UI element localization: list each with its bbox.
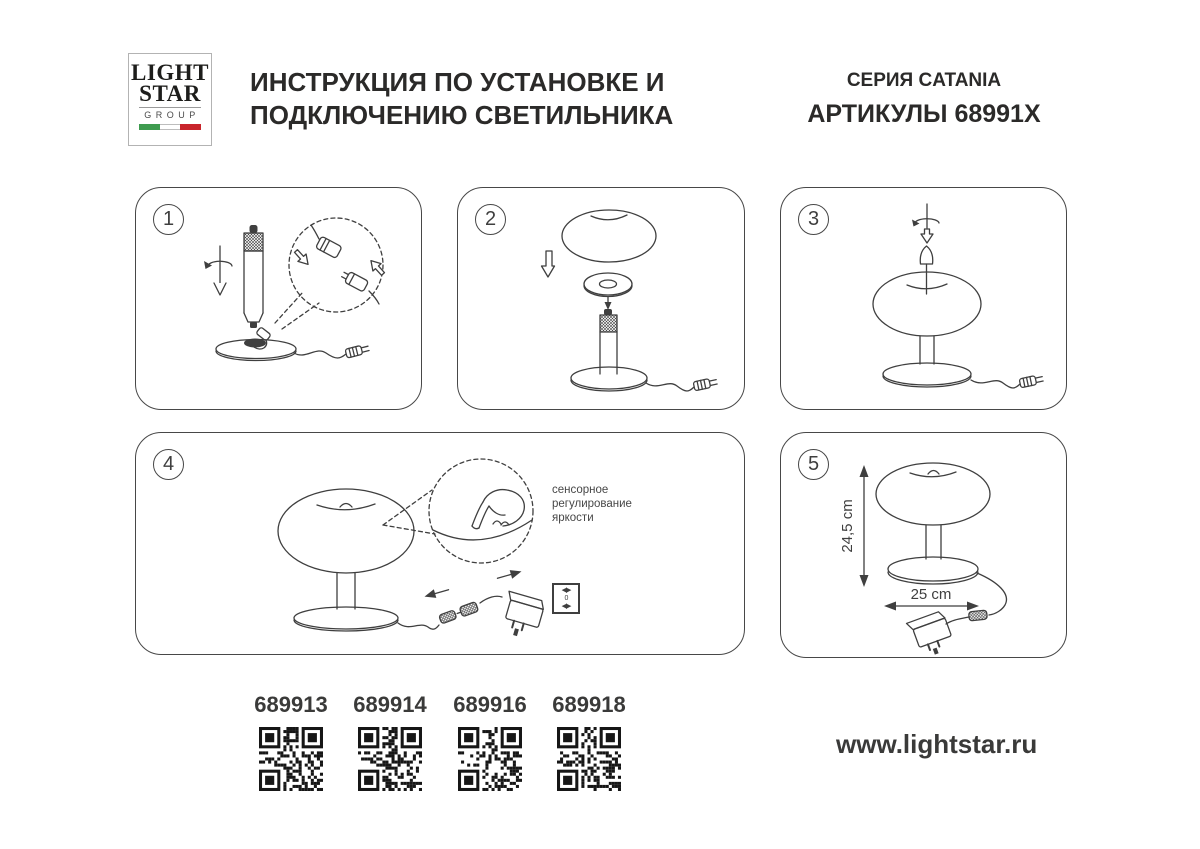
power-plug [1019, 374, 1043, 388]
touch-control-annotation: сенсорное регулирование яркости [552, 484, 632, 524]
lamp-base [888, 557, 978, 584]
step-panel-4 [135, 432, 745, 655]
power-cable [294, 351, 346, 358]
article-column [249, 692, 333, 791]
qr-code [458, 727, 522, 791]
step-number-3: 3 [798, 204, 829, 235]
article-column [348, 692, 432, 791]
lightstar-logo [128, 53, 212, 146]
logo-text-group: GROUP [144, 110, 200, 120]
step4-illustration [136, 433, 746, 656]
height-dimension-arrow [860, 465, 869, 587]
lamp-pole [926, 525, 941, 559]
socket-icon-middle: 0 [564, 594, 568, 602]
step-panel-3 [780, 187, 1067, 410]
disconnect-arrow-icon [423, 585, 450, 601]
article-number: 689913 [254, 692, 328, 717]
power-cable [646, 383, 694, 391]
page-title [250, 66, 673, 132]
article-number: 689916 [453, 692, 527, 717]
rotate-arrow-icon [912, 204, 939, 243]
series-label: СЕРИЯ CATANIA [846, 70, 1002, 91]
adapter-cable [946, 617, 969, 624]
article-number: 689914 [353, 692, 427, 717]
power-cable [398, 623, 439, 629]
lamp-base [883, 363, 971, 387]
website-url: www.lightstar.ru [836, 729, 1038, 759]
inline-connector [969, 610, 988, 621]
flag-green-stripe [139, 124, 160, 130]
power-plug [693, 377, 717, 391]
flag-red-stripe [180, 124, 201, 130]
flag-white-stripe [160, 124, 181, 130]
title-line-1: ИНСТРУКЦИЯ ПО УСТАНОВКЕ И [250, 67, 665, 97]
power-adapter [906, 610, 955, 659]
insert-arrow-icon [367, 257, 387, 278]
step-panel-2 [457, 187, 745, 410]
lamp-pole [600, 297, 617, 374]
logo-text-light: LIGHT [131, 60, 209, 85]
lamp-pole [920, 336, 934, 364]
inline-connector [439, 602, 479, 625]
qr-code [557, 727, 621, 791]
socket-icon-top: ◀▶ [561, 586, 571, 594]
step-panel-1 [135, 187, 422, 410]
adapter-cable [480, 596, 502, 603]
step-number-5: 5 [798, 449, 829, 480]
power-cable [971, 380, 1020, 388]
rotate-arrow-icon [204, 246, 232, 295]
power-plug [345, 344, 369, 358]
washer-ring [584, 273, 632, 297]
socket-icon-bottom: ◀▶ [561, 602, 571, 610]
step-panel-5 [780, 432, 1067, 658]
socket-icon [552, 583, 580, 614]
insert-arrow-icon [292, 247, 312, 268]
step-number-4: 4 [153, 449, 184, 480]
height-dimension-label: 24,5 cm [839, 499, 856, 553]
article-column [547, 692, 631, 791]
connect-arrow-icon [496, 567, 523, 583]
logo-text-star: STAR [139, 81, 201, 106]
lamp-shade [876, 463, 990, 525]
article-number: 689918 [552, 692, 626, 717]
step-number-2: 2 [475, 204, 506, 235]
lamp-shade [278, 489, 414, 573]
connector-detail [292, 225, 387, 304]
logo-divider [139, 107, 201, 108]
qr-code [259, 727, 323, 791]
lamp-base [571, 367, 647, 391]
qr-code [358, 727, 422, 791]
article-column [448, 692, 532, 791]
down-arrow-icon [542, 251, 555, 277]
lamp-shade [562, 210, 656, 262]
italy-flag-icon [139, 124, 201, 130]
magnifier-circle [275, 218, 383, 329]
power-cable [977, 573, 1006, 615]
lamp-pole [337, 573, 355, 609]
touch-hand [433, 490, 532, 540]
width-dimension-label: 25 cm [910, 586, 952, 603]
lamp-base [294, 607, 398, 631]
title-line-2: ПОДКЛЮЧЕНИЮ СВЕТИЛЬНИКА [250, 100, 674, 130]
series-block [778, 70, 1070, 129]
lamp-base [216, 339, 296, 361]
finial [920, 246, 933, 294]
lamp-pole [244, 225, 271, 349]
step-number-1: 1 [153, 204, 184, 235]
power-adapter [498, 591, 546, 641]
articles-label: АРТИКУЛЫ 68991X [807, 100, 1041, 128]
